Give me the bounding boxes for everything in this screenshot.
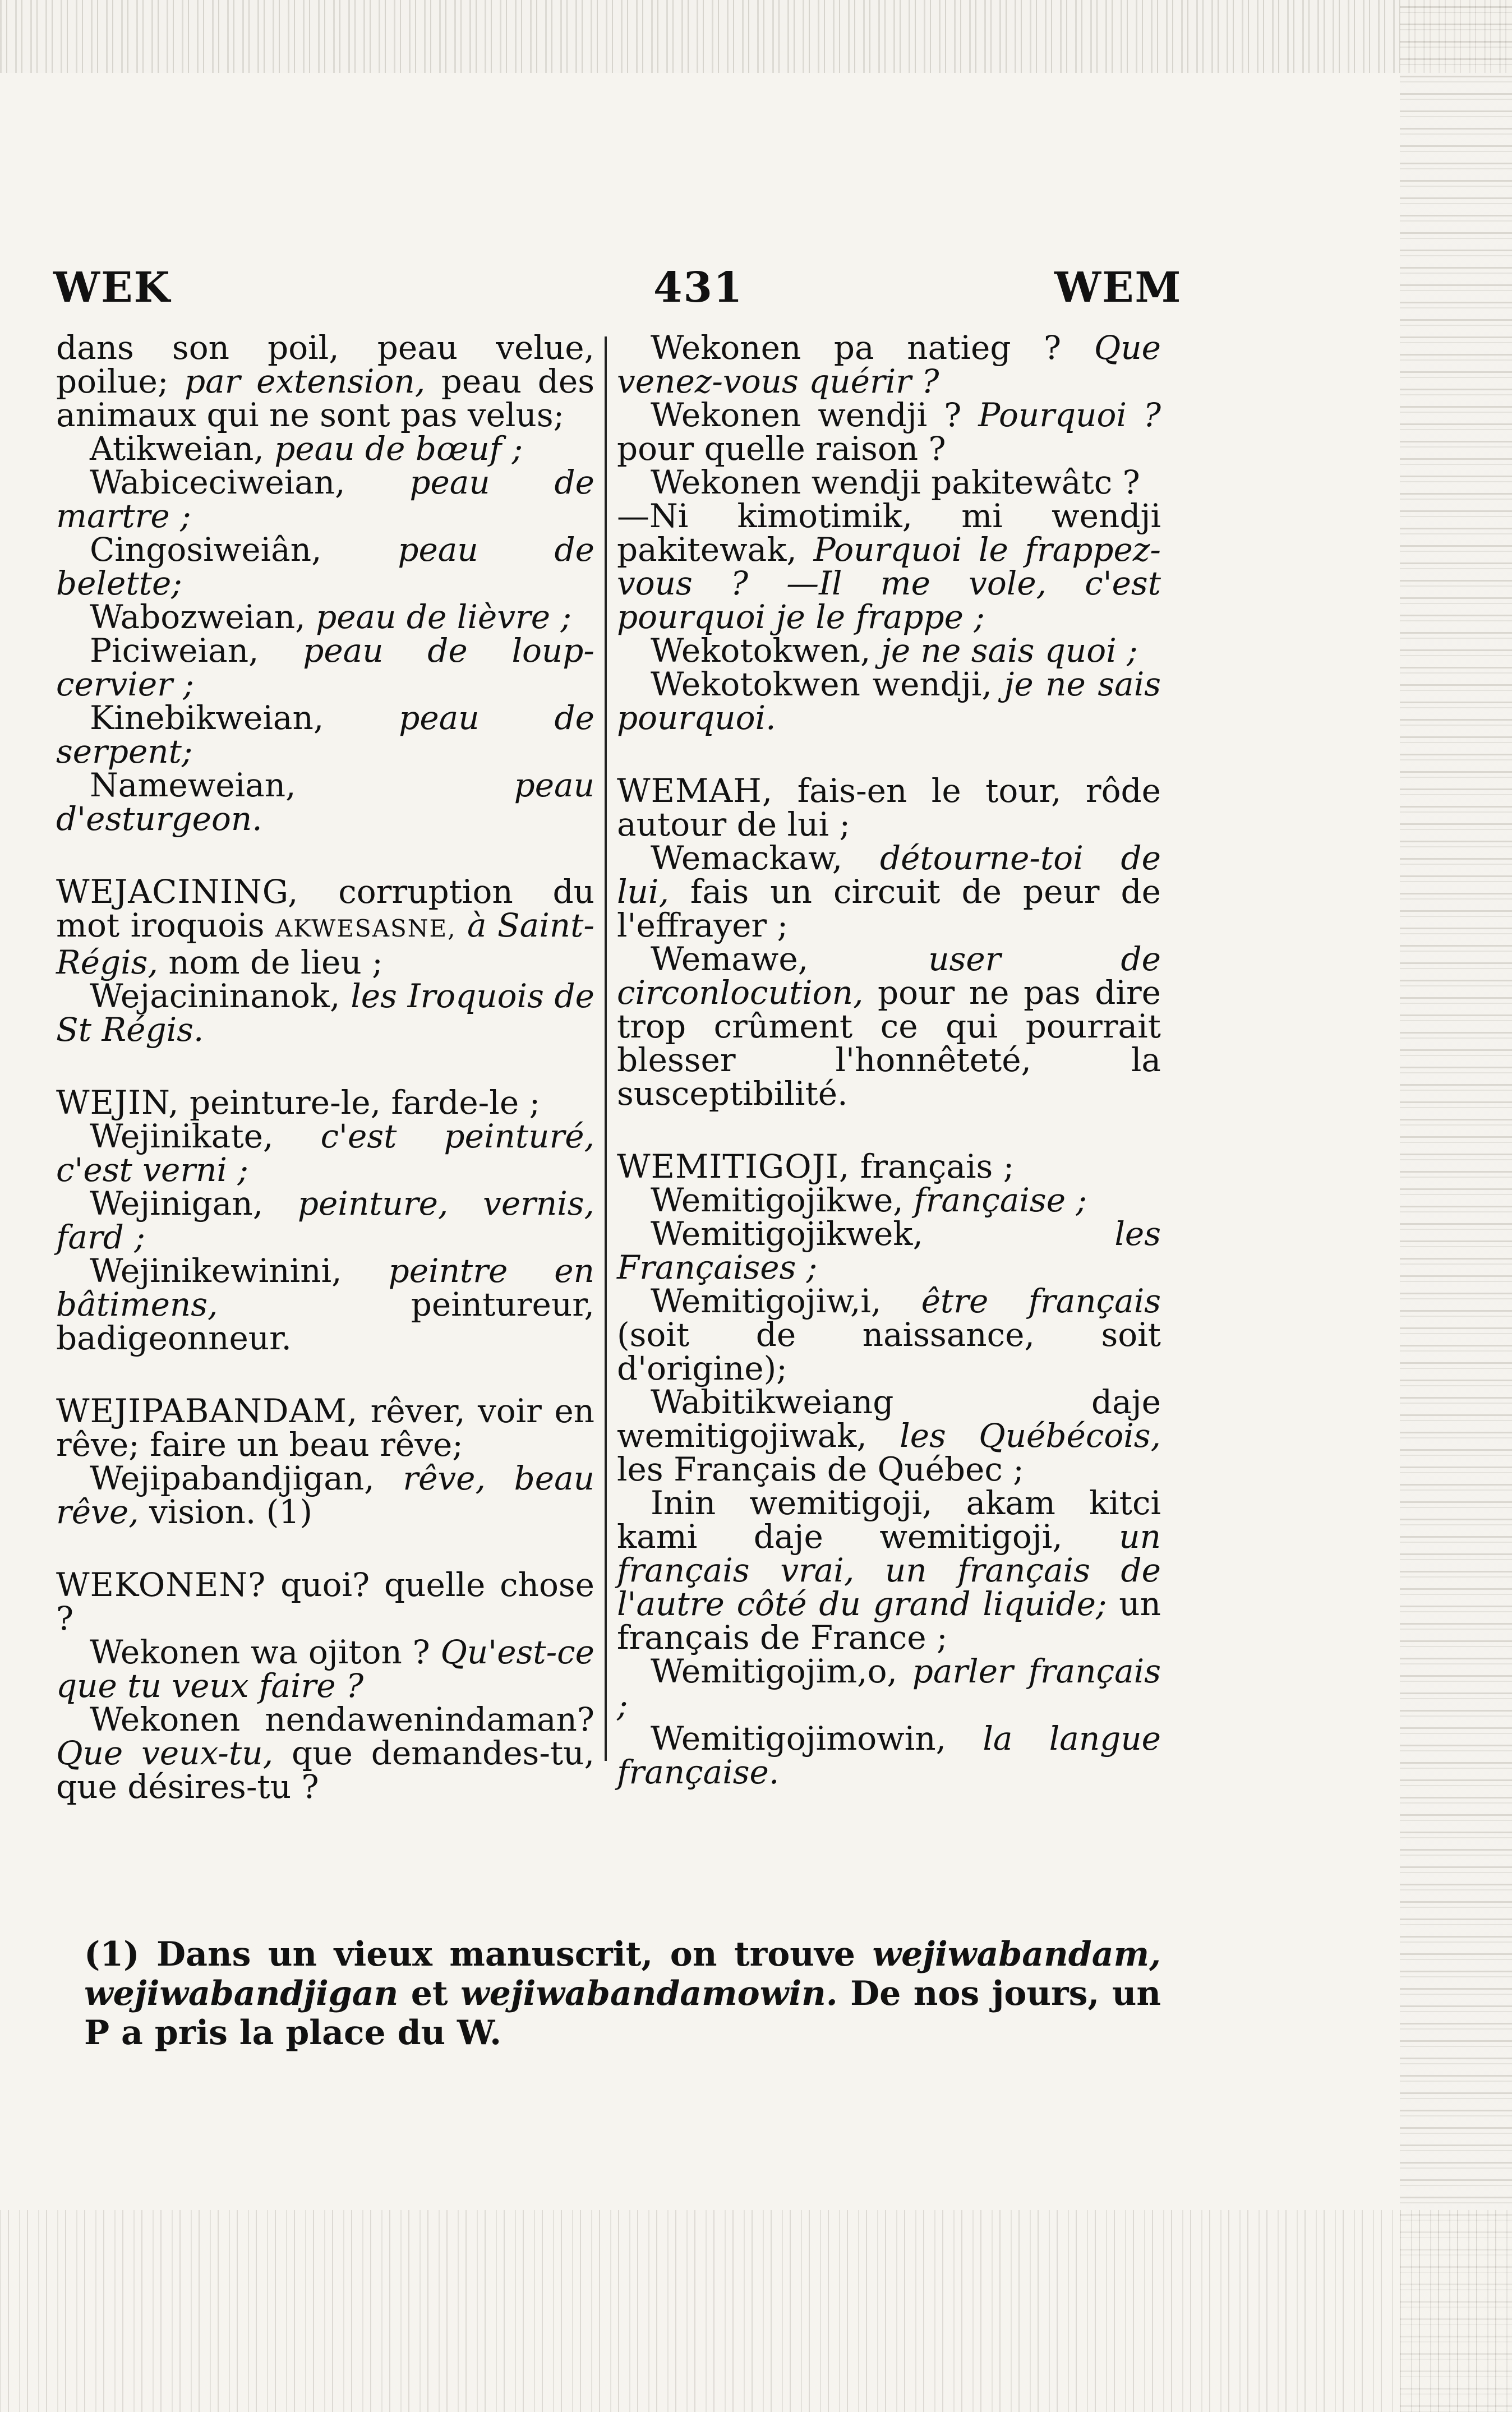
entry-wejipabandam: [56, 1394, 594, 1529]
subentry: Atikweian, peau de bœuf ;: [90, 430, 523, 468]
column-divider: [605, 336, 607, 1761]
entry-text: dans son poil, peau velue, poilue; par extension, peau des animaux qui ne sont pas velus;: [56, 329, 594, 434]
subentry: Wejipabandjigan, rêve, beau rêve, vision. (1): [56, 1459, 595, 1531]
header-right-guideword: WEM: [1054, 264, 1182, 312]
entry-text: WEMAH, fais-en le tour, rôde autour de lui ;: [617, 772, 1161, 843]
entry-wemah: [617, 772, 1161, 1113]
footnote-mark: (1): [84, 1935, 140, 1974]
subentry: Cingosiweiân, peau de belette;: [56, 531, 595, 602]
entry-wejacining: [56, 873, 595, 1049]
subentry: —Ni kimotimik, mi wendji pakitewak, Pourquoi le frappez-vous ? —Il me vole, c'est pourquoi je le frappe ;: [617, 497, 1161, 636]
subentry: Wejacininanok, les Iroquois de St Régis.: [56, 977, 594, 1049]
entry-text: WEKONEN? quoi? quelle chose ?: [56, 1566, 595, 1638]
entry-wemitigoji: [617, 1147, 1161, 1791]
subentry: Wekotokwen wendji, je ne sais pourquoi.: [617, 665, 1161, 737]
subentry: Wemackaw, détourne-toi de lui, fais un circuit de peur de l'effrayer ;: [617, 839, 1161, 944]
subentry: Wekonen wa ojiton ? Qu'est-ce que tu veux faire ?: [56, 1633, 594, 1705]
subentry: Nameweian, peau d'esturgeon.: [56, 766, 594, 838]
entry-text: WEMITIGOJI, français ;: [617, 1147, 1015, 1186]
right-column: [617, 331, 1161, 1828]
subentry: Wemawe, user de circonlocution, pour ne pas dire trop crûment ce qui pourrait blesser l'honnêteté, la susceptibilité.: [617, 940, 1161, 1113]
subentry: Wekonen wendji ? Pourquoi ? pour quelle raison ?: [617, 396, 1161, 468]
subentry: Piciweian, peau de loup-cervier ;: [56, 631, 594, 703]
subentry: Wemitigojim,o, parler français ;: [617, 1652, 1161, 1724]
entry-weian-continued: [56, 331, 594, 836]
scan-edge-right: [1400, 0, 1512, 2412]
entry-text: WEJIPABANDAM, rêver, voir en rêve; faire un beau rêve;: [56, 1392, 594, 1464]
page-header: [0, 264, 1512, 325]
subentry: Kinebikweian, peau de serpent;: [56, 699, 594, 771]
headword: WEKONEN?: [56, 1566, 266, 1604]
header-left-guideword: WEK: [53, 264, 171, 312]
subentry: Wabiceciweian, peau de martre ;: [56, 463, 594, 535]
subentry: Wabitikweiang daje wemitigojiwak, les Québécois, les Français de Québec ;: [617, 1383, 1161, 1488]
subentry: Inin wemitigoji, akam kitci kami daje wemitigoji, un français vrai, un français de l'autre côté du grand liquide; un français de France ;: [617, 1484, 1161, 1657]
page-number: 431: [653, 264, 744, 312]
entry-wekonen-continued: [617, 331, 1161, 735]
subentry: Wabozweian, peau de lièvre ;: [90, 598, 572, 636]
subentry: Wemitigojimowin, la langue française.: [617, 1719, 1161, 1791]
headword: WEMAH,: [617, 772, 773, 810]
subentry: Wejinikewinini, peintre en bâtimens, peintureur, badigeonneur.: [56, 1252, 594, 1357]
scan-edge-bottom: [0, 2210, 1512, 2412]
entry-text: WEJIN, peinture-le, farde-le ;: [56, 1083, 541, 1122]
entry-wekonen: [56, 1568, 594, 1804]
scan-edge-top: [0, 0, 1512, 73]
subentry: Wemitigojiw,i, être français (soit de naissance, soit d'origine);: [617, 1282, 1161, 1387]
headword: WEJACINING,: [56, 873, 299, 911]
entry-text: WEJACINING, corruption du mot iroquois AKWESASNE, à Saint-Régis, nom de lieu ;: [56, 873, 595, 981]
entry-wejin: [56, 1083, 594, 1357]
headword: WEMITIGOJI,: [617, 1147, 850, 1186]
subentry: Wekotokwen, je ne sais quoi ;: [651, 631, 1138, 670]
subentry: Wemitigojikwe, française ;: [651, 1181, 1087, 1219]
subentry: Wekonen wendji pakitewâtc ?: [651, 463, 1140, 501]
subentry: Wejinikate, c'est peinturé, c'est verni ;: [56, 1117, 594, 1189]
subentry: Wejinigan, peinture, vernis, fard ;: [56, 1184, 594, 1256]
subentry: Wemitigojikwek, les Françaises ;: [617, 1215, 1161, 1286]
subentry: Wekonen nendawenindaman? Que veux-tu, que demandes-tu, que désires-tu ?: [56, 1700, 595, 1806]
footnote: (1) Dans un vieux manuscrit, on trouve wejiwabandam, wejiwabandjigan et wejiwabandamowin. De nos jours, un P a pris la place du W.: [84, 1935, 1161, 2053]
headword: WEJIPABANDAM,: [56, 1392, 358, 1430]
left-column: [56, 331, 594, 1843]
headword: WEJIN,: [56, 1083, 179, 1122]
subentry: Wekonen pa natieg ? Que venez-vous quérir ?: [617, 329, 1161, 400]
